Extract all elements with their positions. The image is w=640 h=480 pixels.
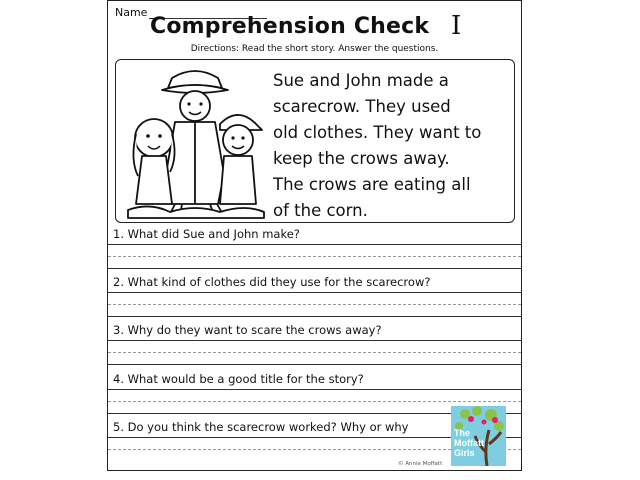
question-text: 3. Why do they want to scare the crows away? [113,323,382,337]
answer-guide-line [108,256,521,257]
moffatt-girls-logo [451,406,506,466]
name-label: Name [115,6,148,19]
answer-line [108,244,521,245]
scarecrow-children-illustration [120,64,268,220]
answer-line [108,292,521,293]
story-text [273,68,513,224]
answer-line [108,340,521,341]
question-2 [108,275,521,325]
story-line: The crows are eating all [273,175,471,194]
answer-line [108,316,521,317]
answer-line [108,268,521,269]
logo-text: Moffatt [454,438,484,448]
logo-text: Girls [454,448,475,458]
answer-line [108,389,521,390]
answer-line [108,364,521,365]
story-line: of the corn. [273,201,368,220]
question-text: 1. What did Sue and John make? [113,227,300,241]
question-text: 5. Do you think the scarecrow worked? Why or why [113,420,409,434]
answer-guide-line [108,352,521,353]
story-line: Sue and John made a [273,71,449,90]
level-label: I [451,11,462,41]
question-3 [108,323,521,373]
page-title: Comprehension Check [150,14,430,39]
answer-guide-line [108,401,521,402]
story-line: keep the crows away. [273,149,450,168]
worksheet [107,0,522,471]
answer-guide-line [108,304,521,305]
question-text: 2. What kind of clothes did they use for the scarecrow? [113,275,431,289]
logo-text: The [454,428,471,438]
story-box [115,59,515,223]
question-text: 4. What would be a good title for the story? [113,372,364,386]
copyright-credit: © Annie Moffatt [398,461,443,467]
directions-text: Directions: Read the short story. Answer the questions. [190,44,439,54]
story-line: scarecrow. They used [273,97,451,116]
story-line: old clothes. They want to [273,123,482,142]
question-1 [108,227,521,277]
